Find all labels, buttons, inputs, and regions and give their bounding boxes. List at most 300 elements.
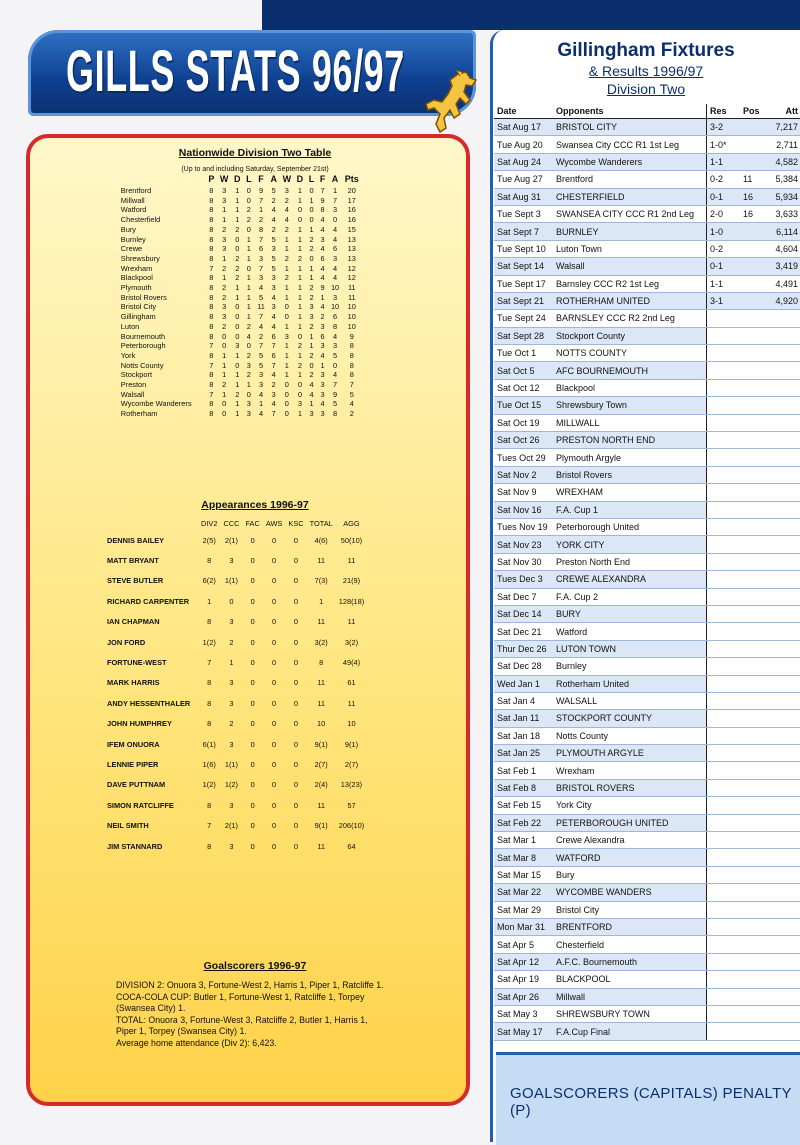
league-row bbox=[118, 409, 362, 419]
fixture-opponent: Peterborough United bbox=[553, 518, 707, 535]
league-stat: 1 bbox=[222, 253, 227, 263]
fixture-row bbox=[494, 605, 800, 622]
fixture-row bbox=[494, 588, 800, 605]
team-name: Wrexham bbox=[120, 263, 153, 273]
league-stat: 5 bbox=[271, 186, 276, 195]
fixture-result: 1-0 bbox=[707, 223, 741, 240]
league-stat: 1 bbox=[284, 350, 289, 360]
team-name: Millwall bbox=[120, 195, 145, 205]
league-stat: 3 bbox=[332, 341, 338, 351]
appearance-stat: 3 bbox=[229, 556, 234, 566]
fixture-opponent: Watford bbox=[553, 623, 707, 640]
fixture-result bbox=[707, 449, 741, 466]
fixture-result: 3-2 bbox=[707, 119, 741, 136]
league-stat: 0 bbox=[309, 360, 314, 370]
fixture-position bbox=[740, 484, 765, 501]
fixture-date: Sat Feb 1 bbox=[494, 762, 553, 779]
fixture-date: Sat Apr 26 bbox=[494, 988, 553, 1005]
league-stat: 0 bbox=[332, 360, 338, 370]
fixture-date: Sat Mar 8 bbox=[494, 849, 553, 866]
league-stat: 4 bbox=[271, 205, 276, 215]
league-stat: 1 bbox=[284, 263, 289, 273]
league-stat: 2 bbox=[284, 273, 289, 283]
fixture-row bbox=[494, 136, 800, 153]
fixtures-title: Gillingham Fixtures bbox=[557, 40, 735, 61]
league-stat: 2 bbox=[284, 195, 289, 205]
appearance-stat: 49(4) bbox=[342, 658, 361, 668]
fixture-position bbox=[740, 884, 765, 901]
fixture-date: Sat Dec 28 bbox=[494, 658, 553, 675]
player-name: DENNIS BAILEY bbox=[107, 535, 165, 545]
appearance-stat: 11 bbox=[317, 698, 325, 708]
league-stat: 5 bbox=[271, 253, 276, 263]
team-name: Brentford bbox=[120, 186, 152, 195]
appearance-stat: 206(10) bbox=[338, 821, 365, 831]
league-stat: 1 bbox=[235, 283, 240, 293]
league-header-cell: A bbox=[270, 174, 277, 185]
fixture-attendance bbox=[765, 362, 800, 379]
fixture-result bbox=[707, 953, 741, 970]
fixture-result bbox=[707, 518, 741, 535]
appearances-table bbox=[104, 516, 367, 856]
league-stat: 1 bbox=[222, 350, 227, 360]
league-stat: 8 bbox=[349, 360, 354, 370]
league-stat: 4 bbox=[271, 399, 276, 409]
fixture-date: Tues Oct 29 bbox=[494, 449, 553, 466]
league-stat: 0 bbox=[309, 215, 314, 225]
appearance-row bbox=[104, 571, 367, 591]
fixture-row bbox=[494, 814, 800, 831]
fixture-attendance bbox=[765, 988, 800, 1005]
appearance-stat: 0 bbox=[272, 637, 277, 647]
fixture-position bbox=[740, 1023, 765, 1040]
fixture-position bbox=[740, 327, 765, 344]
fixture-position bbox=[740, 849, 765, 866]
league-row bbox=[118, 351, 362, 361]
league-stat: 1 bbox=[297, 244, 302, 254]
fixture-result bbox=[707, 1005, 741, 1022]
fixture-date: Sat Feb 15 bbox=[494, 797, 553, 814]
fixture-attendance bbox=[765, 971, 800, 988]
league-stat: 8 bbox=[209, 224, 214, 234]
fixture-result bbox=[707, 536, 741, 553]
fixture-date: Sat Dec 14 bbox=[494, 605, 553, 622]
fixture-result bbox=[707, 553, 741, 570]
league-stat: 1 bbox=[320, 292, 325, 302]
league-stat: 8 bbox=[209, 312, 214, 322]
league-stat: 1 bbox=[222, 205, 227, 215]
fixture-date: Tue Sept 24 bbox=[494, 310, 553, 327]
appearance-stat: 3(2) bbox=[344, 637, 359, 647]
appearance-stat: 7 bbox=[207, 821, 212, 831]
fixture-date: Sat Oct 5 bbox=[494, 362, 553, 379]
fixture-date: Sat Aug 31 bbox=[494, 188, 553, 205]
team-name: Watford bbox=[120, 205, 147, 215]
league-stat: 1 bbox=[246, 273, 251, 283]
fixture-row bbox=[494, 832, 800, 849]
fixture-attendance bbox=[765, 692, 800, 709]
league-stat: 8 bbox=[209, 399, 214, 409]
league-header-cell: D bbox=[296, 174, 304, 185]
league-stat: 2 bbox=[309, 292, 314, 302]
league-stat: 1 bbox=[284, 370, 289, 380]
fixture-result bbox=[707, 901, 741, 918]
fixture-opponent: BURNLEY bbox=[553, 223, 707, 240]
top-color-strip bbox=[262, 0, 800, 30]
fixture-opponent: Preston North End bbox=[553, 553, 707, 570]
fixture-position bbox=[740, 1005, 765, 1022]
league-stat: 17 bbox=[347, 195, 356, 205]
appearance-stat: 11 bbox=[347, 617, 356, 627]
league-stat: 1 bbox=[235, 380, 240, 390]
player-name: MARK HARRIS bbox=[107, 678, 160, 688]
appearance-stat: 11 bbox=[347, 556, 356, 566]
league-stat: 2 bbox=[297, 360, 302, 370]
appearance-stat: 8 bbox=[207, 678, 212, 688]
league-stat: 3 bbox=[271, 302, 276, 312]
league-row bbox=[118, 225, 362, 235]
fixture-opponent: WYCOMBE WANDERS bbox=[553, 884, 707, 901]
fixture-row bbox=[494, 727, 800, 744]
fixture-opponent: BRISTOL ROVERS bbox=[553, 779, 707, 796]
league-stat: 1 bbox=[235, 370, 240, 380]
league-header-cell: F bbox=[258, 174, 264, 185]
appearance-stat: 2(1) bbox=[224, 535, 239, 545]
fixture-position bbox=[740, 258, 765, 275]
league-stat: 2 bbox=[222, 380, 227, 390]
fixture-attendance bbox=[765, 710, 800, 727]
league-stat: 3 bbox=[320, 321, 325, 331]
fixture-row bbox=[494, 223, 800, 240]
league-stat: 7 bbox=[209, 263, 214, 273]
league-row bbox=[118, 390, 362, 400]
fixture-date: Sat Apr 19 bbox=[494, 971, 553, 988]
league-header-cell: F bbox=[319, 174, 326, 185]
fixture-row bbox=[494, 849, 800, 866]
fixture-opponent: Barnsley CCC R2 1st Leg bbox=[553, 275, 707, 292]
league-stat: 1 bbox=[222, 360, 227, 370]
fixture-date: Tue Sept 17 bbox=[494, 275, 553, 292]
league-stat: 0 bbox=[246, 224, 251, 234]
league-stat: 6 bbox=[271, 331, 276, 341]
league-stat: 1 bbox=[284, 283, 289, 293]
team-name: Wycombe Wanderers bbox=[120, 399, 192, 409]
header-result: Res bbox=[707, 104, 741, 119]
fixture-position bbox=[740, 310, 765, 327]
fixture-attendance bbox=[765, 762, 800, 779]
fixture-opponent: Swansea City CCC R1 1st Leg bbox=[553, 136, 707, 153]
fixture-date: Sat Sept 14 bbox=[494, 258, 553, 275]
appearance-stat: 0 bbox=[250, 617, 255, 627]
fixture-position bbox=[740, 397, 765, 414]
league-stat: 1 bbox=[309, 224, 314, 234]
fixture-attendance: 5,934 bbox=[765, 188, 800, 205]
league-stat: 11 bbox=[347, 292, 356, 302]
league-stat: 3 bbox=[235, 341, 240, 351]
fixture-result: 0-2 bbox=[707, 171, 741, 188]
fixture-result bbox=[707, 484, 741, 501]
league-stat: 3 bbox=[297, 399, 302, 409]
appearance-stat: 8 bbox=[207, 800, 212, 810]
appearance-stat: 8 bbox=[207, 841, 212, 851]
league-stat: 7 bbox=[320, 186, 325, 195]
league-stat: 1 bbox=[222, 215, 227, 225]
league-stat: 1 bbox=[235, 186, 240, 195]
fixture-attendance bbox=[765, 553, 800, 570]
appearance-stat: 0 bbox=[250, 719, 255, 729]
fixture-position bbox=[740, 518, 765, 535]
player-name: FORTUNE-WEST bbox=[107, 658, 167, 668]
league-stat: 8 bbox=[209, 380, 214, 390]
fixture-date: Sat Nov 9 bbox=[494, 484, 553, 501]
fixture-date: Sat May 17 bbox=[494, 1023, 553, 1040]
fixture-position bbox=[740, 345, 765, 362]
league-stat: 8 bbox=[332, 409, 338, 419]
fixture-row bbox=[494, 571, 800, 588]
league-stat: 11 bbox=[347, 283, 356, 293]
league-stat: 1 bbox=[284, 321, 289, 331]
league-row bbox=[118, 302, 362, 312]
fixture-date: Sat Jan 11 bbox=[494, 710, 553, 727]
appearance-stat: 1(2) bbox=[224, 780, 239, 790]
league-stat: 0 bbox=[309, 186, 314, 195]
fixture-attendance bbox=[765, 814, 800, 831]
appearance-stat: 0 bbox=[293, 800, 299, 810]
league-stat: 2 bbox=[235, 263, 240, 273]
fixture-date: Sat Nov 23 bbox=[494, 536, 553, 553]
league-stat: 4 bbox=[271, 292, 276, 302]
fixture-date: Sat Sept 28 bbox=[494, 327, 553, 344]
league-stat: 3 bbox=[258, 253, 264, 263]
fixture-row bbox=[494, 171, 800, 188]
fixture-position bbox=[740, 501, 765, 518]
fixture-row bbox=[494, 205, 800, 222]
fixture-position bbox=[740, 153, 765, 170]
player-name: SIMON RATCLIFFE bbox=[107, 800, 174, 810]
fixture-date: Tue Sept 3 bbox=[494, 205, 553, 222]
league-stat: 0 bbox=[235, 360, 240, 370]
league-stat: 3 bbox=[332, 292, 338, 302]
fixture-result bbox=[707, 658, 741, 675]
fixture-row bbox=[494, 936, 800, 953]
appearance-stat: 2(4) bbox=[314, 780, 328, 790]
fixture-attendance bbox=[765, 501, 800, 518]
league-stat: 1 bbox=[332, 186, 338, 195]
appearances-header-cell: KSC bbox=[288, 518, 304, 528]
league-stat: 6 bbox=[332, 244, 338, 254]
league-stat: 1 bbox=[246, 292, 251, 302]
league-stat: 2 bbox=[320, 312, 325, 322]
league-stat: 0 bbox=[309, 205, 314, 215]
appearance-row bbox=[104, 693, 367, 713]
league-stat: 10 bbox=[330, 302, 340, 312]
league-stat: 8 bbox=[209, 350, 214, 360]
team-name: Stockport bbox=[120, 370, 153, 380]
fixture-result bbox=[707, 692, 741, 709]
fixture-result bbox=[707, 675, 741, 692]
league-stat: 0 bbox=[297, 215, 302, 225]
fixture-opponent: AFC BOURNEMOUTH bbox=[553, 362, 707, 379]
league-stat: 4 bbox=[332, 331, 338, 341]
fixture-attendance bbox=[765, 675, 800, 692]
league-stat: 2 bbox=[349, 409, 354, 419]
league-stat: 4 bbox=[271, 215, 276, 225]
fixture-row bbox=[494, 623, 800, 640]
fixture-position bbox=[740, 727, 765, 744]
fixture-row bbox=[494, 362, 800, 379]
appearance-stat: 21(9) bbox=[342, 576, 361, 586]
fixture-result: 2-0 bbox=[707, 205, 741, 222]
fixture-position bbox=[740, 988, 765, 1005]
fixture-date: Sat Feb 8 bbox=[494, 779, 553, 796]
league-header-cell: W bbox=[219, 174, 229, 185]
league-stat: 0 bbox=[284, 389, 289, 399]
league-stat: 2 bbox=[309, 370, 314, 380]
league-stat: 7 bbox=[209, 341, 214, 351]
league-stat: 8 bbox=[209, 409, 214, 419]
appearance-stat: 0 bbox=[293, 556, 299, 566]
fixture-attendance bbox=[765, 1023, 800, 1040]
league-stat: 1 bbox=[246, 244, 251, 254]
fixture-row bbox=[494, 971, 800, 988]
fixture-attendance bbox=[765, 623, 800, 640]
fixture-opponent: CREWE ALEXANDRA bbox=[553, 571, 707, 588]
appearance-stat: 10 bbox=[347, 719, 356, 729]
league-table-subtitle: (Up to and including Saturday, September 21st) bbox=[181, 166, 329, 173]
league-stat: 0 bbox=[235, 331, 240, 341]
fixture-attendance bbox=[765, 727, 800, 744]
fixture-opponent: SWANSEA CITY CCC R1 2nd Leg bbox=[553, 205, 707, 222]
fixture-date: Sat Sept 7 bbox=[494, 223, 553, 240]
fixture-result bbox=[707, 640, 741, 657]
fixture-position bbox=[740, 449, 765, 466]
fixture-date: Sat Apr 5 bbox=[494, 936, 553, 953]
fixture-row bbox=[494, 379, 800, 396]
league-stat: 5 bbox=[332, 350, 338, 360]
fixture-attendance bbox=[765, 571, 800, 588]
league-stat: 1 bbox=[284, 234, 289, 244]
appearance-stat: 6(1) bbox=[202, 739, 216, 749]
league-stat: 3 bbox=[271, 273, 276, 283]
fixture-result bbox=[707, 866, 741, 883]
fixture-result bbox=[707, 849, 741, 866]
fixture-result bbox=[707, 1023, 741, 1040]
league-stat: 1 bbox=[222, 273, 227, 283]
player-name: MATT BRYANT bbox=[107, 556, 159, 566]
fixture-opponent: BARNSLEY CCC R2 2nd Leg bbox=[553, 310, 707, 327]
league-stat: 3 bbox=[320, 341, 325, 351]
fixtures-table bbox=[494, 104, 800, 1041]
league-stat: 1 bbox=[235, 195, 240, 205]
fixture-opponent: Rotherham United bbox=[553, 675, 707, 692]
fixture-opponent: Brentford bbox=[553, 171, 707, 188]
appearances-header-cell: CCC bbox=[223, 518, 240, 528]
league-stat: 8 bbox=[209, 292, 214, 302]
appearance-stat: 0 bbox=[250, 678, 255, 688]
fixture-position bbox=[740, 832, 765, 849]
fixture-result bbox=[707, 797, 741, 814]
appearances-header-cell: AGG bbox=[343, 518, 360, 528]
fixture-row bbox=[494, 240, 800, 257]
league-stat: 2 bbox=[222, 263, 227, 273]
fixture-row bbox=[494, 536, 800, 553]
fixture-row bbox=[494, 745, 800, 762]
team-name: Gillingham bbox=[120, 312, 156, 322]
goalscorers-line: COCA-COLA CUP: Butler 1, Fortune-West 1, Ratcliffe 1, Torpey (Swansea City) 1. bbox=[116, 991, 365, 1014]
fixture-opponent: PRESTON NORTH END bbox=[553, 432, 707, 449]
fixture-position: 11 bbox=[740, 171, 765, 188]
league-stat: 3 bbox=[309, 409, 314, 419]
fixture-result: 0-2 bbox=[707, 240, 741, 257]
league-stat: 1 bbox=[258, 205, 264, 215]
fixture-date: Sat Mar 29 bbox=[494, 901, 553, 918]
fixture-position: 16 bbox=[740, 188, 765, 205]
fixture-attendance bbox=[765, 466, 800, 483]
appearance-stat: 1(1) bbox=[224, 576, 239, 586]
fixture-result: 0-1 bbox=[707, 258, 741, 275]
fixture-result: 1-1 bbox=[707, 275, 741, 292]
league-stat: 7 bbox=[332, 380, 338, 390]
appearance-stat: 0 bbox=[272, 658, 277, 668]
fixture-opponent: A.F.C. Bournemouth bbox=[553, 953, 707, 970]
league-stat: 3 bbox=[246, 399, 251, 409]
league-stat: 8 bbox=[209, 321, 214, 331]
league-stat: 11 bbox=[257, 302, 265, 312]
league-stat: 10 bbox=[330, 283, 340, 293]
league-stat: 1 bbox=[309, 399, 314, 409]
league-stat: 4 bbox=[332, 224, 338, 234]
fixture-result bbox=[707, 414, 741, 431]
league-stat: 1 bbox=[246, 312, 251, 322]
league-stat: 1 bbox=[284, 341, 289, 351]
fixture-opponent: STOCKPORT COUNTY bbox=[553, 710, 707, 727]
league-stat: 1 bbox=[297, 195, 302, 205]
player-name: IFEM ONUORA bbox=[107, 739, 160, 749]
league-stat: 3 bbox=[222, 234, 227, 244]
fixture-attendance bbox=[765, 832, 800, 849]
appearance-stat: 11 bbox=[317, 617, 325, 627]
fixture-attendance bbox=[765, 745, 800, 762]
league-stat: 1 bbox=[235, 350, 240, 360]
league-stat: 8 bbox=[332, 321, 338, 331]
league-stat: 7 bbox=[209, 389, 214, 399]
fixture-position bbox=[740, 640, 765, 657]
league-row bbox=[118, 186, 362, 196]
appearance-stat: 0 bbox=[250, 800, 255, 810]
league-stat: 7 bbox=[349, 380, 354, 390]
fixture-opponent: BRISTOL CITY bbox=[553, 119, 707, 136]
league-stat: 2 bbox=[222, 224, 227, 234]
fixture-attendance bbox=[765, 484, 800, 501]
appearance-stat: 1(2) bbox=[202, 637, 216, 647]
fixture-attendance bbox=[765, 449, 800, 466]
league-stat: 9 bbox=[258, 186, 264, 195]
league-stat: 3 bbox=[271, 389, 276, 399]
league-stat: 3 bbox=[320, 370, 325, 380]
fixture-row bbox=[494, 397, 800, 414]
appearance-stat: 0 bbox=[293, 719, 299, 729]
league-stat: 0 bbox=[235, 244, 240, 254]
fixture-opponent: Notts County bbox=[553, 727, 707, 744]
fixture-opponent: PLYMOUTH ARGYLE bbox=[553, 745, 707, 762]
appearance-stat: 0 bbox=[293, 821, 299, 831]
appearance-stat: 11 bbox=[317, 556, 325, 566]
fixture-date: Thur Dec 26 bbox=[494, 640, 553, 657]
league-stat: 2 bbox=[235, 224, 240, 234]
goalscorers-line: Average home attendance (Div 2): 6,423. bbox=[116, 1037, 277, 1048]
fixture-attendance: 6,114 bbox=[765, 223, 800, 240]
player-name: JIM STANNARD bbox=[107, 841, 163, 851]
